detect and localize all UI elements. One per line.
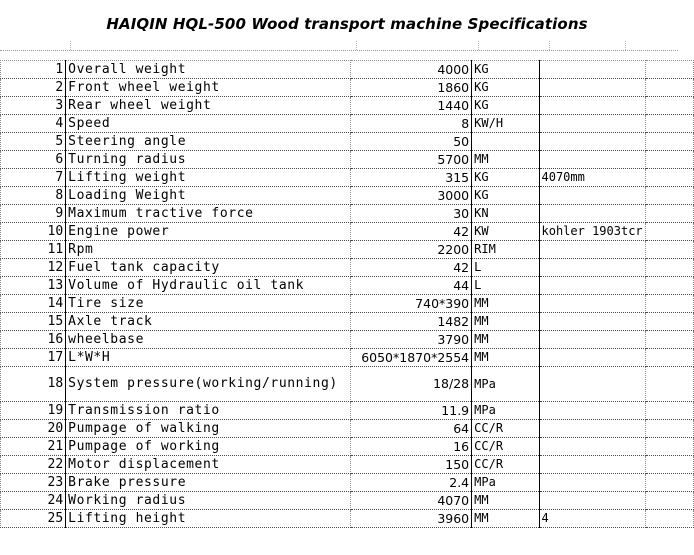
empty-cell[interactable] <box>645 97 693 115</box>
column-stub <box>70 41 71 50</box>
spec-value-cell[interactable]: 3790 <box>351 331 472 349</box>
row-number-cell[interactable]: 13 <box>1 277 66 295</box>
spec-unit-cell[interactable]: MM <box>472 510 539 528</box>
spec-name-cell[interactable]: Lifting weight <box>66 169 351 187</box>
spec-value-cell[interactable]: 740*390 <box>351 295 472 313</box>
table-row[interactable] <box>1 61 694 79</box>
spec-unit-cell[interactable]: MM <box>472 349 539 367</box>
spec-note-cell[interactable] <box>539 115 645 133</box>
table-row[interactable] <box>1 367 694 402</box>
spec-note-cell[interactable]: 4 <box>539 510 645 528</box>
spec-name-cell[interactable]: Front wheel weight <box>66 79 351 97</box>
spec-value-cell[interactable]: 1482 <box>351 313 472 331</box>
row-number-cell[interactable]: 8 <box>1 187 66 205</box>
row-number-cell[interactable]: 9 <box>1 205 66 223</box>
sheet-top-gridline <box>0 50 678 51</box>
empty-cell[interactable] <box>645 187 693 205</box>
spec-name-cell[interactable]: Lifting height <box>66 510 351 528</box>
spec-note-cell[interactable] <box>539 456 645 474</box>
spec-unit-cell[interactable]: L <box>472 277 539 295</box>
empty-cell[interactable] <box>645 133 693 151</box>
spec-unit-cell[interactable]: KG <box>472 97 539 115</box>
spec-unit-cell[interactable]: MM <box>472 151 539 169</box>
spec-unit-cell[interactable]: MPa <box>472 474 539 492</box>
spec-value-cell[interactable]: 18/28 <box>351 367 472 402</box>
spec-name-cell[interactable]: Overall weight <box>66 61 351 79</box>
spec-unit-cell[interactable]: MPa <box>472 367 539 402</box>
spec-name-cell[interactable]: Turning radius <box>66 151 351 169</box>
spec-value-cell[interactable]: 44 <box>351 277 472 295</box>
spec-note-cell[interactable] <box>539 438 645 456</box>
spec-name-cell[interactable]: wheelbase <box>66 331 351 349</box>
spec-name-cell[interactable]: Motor displacement <box>66 456 351 474</box>
empty-cell[interactable] <box>645 241 693 259</box>
row-number-cell[interactable]: 17 <box>1 349 66 367</box>
row-number-cell[interactable]: 16 <box>1 331 66 349</box>
spec-note-cell[interactable] <box>539 402 645 420</box>
spec-note-cell[interactable]: 4070mm <box>539 169 645 187</box>
empty-cell[interactable] <box>645 456 693 474</box>
table-row[interactable] <box>1 187 694 205</box>
table-row[interactable] <box>1 97 694 115</box>
column-stub <box>549 41 550 50</box>
row-number-cell[interactable]: 4 <box>1 115 66 133</box>
table-row[interactable] <box>1 205 694 223</box>
spec-name-cell[interactable]: Brake pressure <box>66 474 351 492</box>
row-number-cell[interactable]: 24 <box>1 492 66 510</box>
table-row[interactable] <box>1 115 694 133</box>
empty-cell[interactable] <box>645 151 693 169</box>
empty-cell[interactable] <box>645 349 693 367</box>
spec-unit-cell[interactable]: RIM <box>472 241 539 259</box>
spec-note-cell[interactable] <box>539 151 645 169</box>
table-row[interactable] <box>1 510 694 528</box>
spec-name-cell[interactable]: Steering angle <box>66 133 351 151</box>
spec-name-cell[interactable]: Transmission ratio <box>66 402 351 420</box>
table-row[interactable] <box>1 241 694 259</box>
row-number-cell[interactable]: 21 <box>1 438 66 456</box>
spec-unit-cell[interactable]: MM <box>472 492 539 510</box>
empty-cell[interactable] <box>645 492 693 510</box>
spec-value-cell[interactable]: 64 <box>351 420 472 438</box>
row-number-cell[interactable]: 20 <box>1 420 66 438</box>
spec-note-cell[interactable] <box>539 97 645 115</box>
spec-unit-cell[interactable]: KW/H <box>472 115 539 133</box>
spec-name-cell[interactable]: Fuel tank capacity <box>66 259 351 277</box>
row-number-cell[interactable]: 5 <box>1 133 66 151</box>
row-number-cell[interactable]: 22 <box>1 456 66 474</box>
spec-name-cell[interactable]: Volume of Hydraulic oil tank <box>66 277 351 295</box>
empty-cell[interactable] <box>645 169 693 187</box>
spec-note-cell[interactable] <box>539 367 645 402</box>
spec-name-cell[interactable]: Pumpage of walking <box>66 420 351 438</box>
row-number-cell[interactable]: 15 <box>1 313 66 331</box>
spec-value-cell[interactable]: 150 <box>351 456 472 474</box>
spec-table <box>0 60 694 528</box>
row-number-cell[interactable]: 7 <box>1 169 66 187</box>
table-row[interactable] <box>1 277 694 295</box>
spec-unit-cell[interactable]: KN <box>472 205 539 223</box>
spec-unit-cell[interactable]: L <box>472 259 539 277</box>
empty-cell[interactable] <box>645 277 693 295</box>
spec-value-cell[interactable]: 4070 <box>351 492 472 510</box>
spec-value-cell[interactable]: 16 <box>351 438 472 456</box>
spec-value-cell[interactable]: 2200 <box>351 241 472 259</box>
spec-value-cell[interactable]: 3000 <box>351 187 472 205</box>
table-row[interactable] <box>1 456 694 474</box>
spec-unit-cell[interactable]: KG <box>472 61 539 79</box>
spec-name-cell[interactable]: Axle track <box>66 313 351 331</box>
spec-table-body <box>1 61 694 528</box>
spec-value-cell[interactable]: 11.9 <box>351 402 472 420</box>
spec-note-cell[interactable] <box>539 241 645 259</box>
table-row[interactable] <box>1 223 694 241</box>
column-stub <box>356 41 357 50</box>
spec-name-cell[interactable]: Tire size <box>66 295 351 313</box>
spec-unit-cell[interactable]: MM <box>472 313 539 331</box>
spec-value-cell[interactable]: 42 <box>351 259 472 277</box>
empty-cell[interactable] <box>645 223 693 241</box>
spec-unit-cell[interactable]: CC/R <box>472 456 539 474</box>
table-row[interactable] <box>1 420 694 438</box>
row-number-cell[interactable]: 6 <box>1 151 66 169</box>
spec-name-cell[interactable]: Working radius <box>66 492 351 510</box>
spec-name-cell[interactable]: L*W*H <box>66 349 351 367</box>
spec-unit-cell[interactable]: KG <box>472 169 539 187</box>
empty-cell[interactable] <box>645 420 693 438</box>
spec-note-cell[interactable] <box>539 79 645 97</box>
spec-unit-cell[interactable]: CC/R <box>472 438 539 456</box>
spec-unit-cell[interactable]: CC/R <box>472 420 539 438</box>
empty-cell[interactable] <box>645 295 693 313</box>
spec-value-cell[interactable]: 4000 <box>351 61 472 79</box>
table-row[interactable] <box>1 79 694 97</box>
table-row[interactable] <box>1 474 694 492</box>
spec-note-cell[interactable] <box>539 295 645 313</box>
table-row[interactable] <box>1 349 694 367</box>
spec-value-cell[interactable]: 1440 <box>351 97 472 115</box>
table-row[interactable] <box>1 295 694 313</box>
empty-cell[interactable] <box>645 259 693 277</box>
spec-note-cell[interactable] <box>539 349 645 367</box>
table-row[interactable] <box>1 259 694 277</box>
spec-note-cell[interactable] <box>539 187 645 205</box>
table-row[interactable] <box>1 331 694 349</box>
empty-cell[interactable] <box>645 205 693 223</box>
row-number-cell[interactable]: 25 <box>1 510 66 528</box>
spec-value-cell[interactable]: 5700 <box>351 151 472 169</box>
spec-unit-cell[interactable]: MM <box>472 331 539 349</box>
column-stub <box>625 41 626 50</box>
row-number-cell[interactable]: 11 <box>1 241 66 259</box>
table-row[interactable] <box>1 151 694 169</box>
row-number-cell[interactable]: 19 <box>1 402 66 420</box>
spec-note-cell[interactable] <box>539 259 645 277</box>
spec-value-cell[interactable]: 8 <box>351 115 472 133</box>
spec-name-cell[interactable]: Rear wheel weight <box>66 97 351 115</box>
row-number-cell[interactable]: 3 <box>1 97 66 115</box>
row-number-cell[interactable]: 18 <box>1 367 66 402</box>
spec-value-cell[interactable]: 42 <box>351 223 472 241</box>
spec-unit-cell[interactable]: KG <box>472 187 539 205</box>
row-number-cell[interactable]: 2 <box>1 79 66 97</box>
empty-cell[interactable] <box>645 438 693 456</box>
spec-name-cell[interactable]: Engine power <box>66 223 351 241</box>
spec-name-cell[interactable]: Loading Weight <box>66 187 351 205</box>
spec-note-cell[interactable] <box>539 474 645 492</box>
spec-value-cell[interactable]: 30 <box>351 205 472 223</box>
table-row[interactable] <box>1 402 694 420</box>
spec-name-cell[interactable]: Pumpage of working <box>66 438 351 456</box>
empty-cell[interactable] <box>645 474 693 492</box>
spec-unit-cell[interactable]: MPa <box>472 402 539 420</box>
row-number-cell[interactable]: 23 <box>1 474 66 492</box>
row-number-cell[interactable]: 14 <box>1 295 66 313</box>
row-number-cell[interactable]: 1 <box>1 61 66 79</box>
row-number-cell[interactable]: 12 <box>1 259 66 277</box>
spec-note-cell[interactable] <box>539 61 645 79</box>
spec-note-cell[interactable] <box>539 331 645 349</box>
empty-cell[interactable] <box>645 61 693 79</box>
column-stub <box>478 41 479 50</box>
spec-value-cell[interactable]: 3960 <box>351 510 472 528</box>
spec-unit-cell[interactable] <box>472 133 539 151</box>
spec-note-cell[interactable] <box>539 420 645 438</box>
empty-cell[interactable] <box>645 510 693 528</box>
spec-note-cell[interactable] <box>539 492 645 510</box>
spec-note-cell[interactable] <box>539 277 645 295</box>
spec-note-cell[interactable] <box>539 133 645 151</box>
spec-unit-cell[interactable]: KG <box>472 79 539 97</box>
spec-note-cell[interactable]: kohler 1903tcr <box>539 223 645 241</box>
empty-cell[interactable] <box>645 402 693 420</box>
spec-value-cell[interactable]: 6050*1870*2554 <box>351 349 472 367</box>
table-row[interactable] <box>1 492 694 510</box>
spec-name-cell[interactable]: Rpm <box>66 241 351 259</box>
spec-name-cell[interactable]: Speed <box>66 115 351 133</box>
spec-unit-cell[interactable]: MM <box>472 295 539 313</box>
empty-cell[interactable] <box>645 115 693 133</box>
empty-cell[interactable] <box>645 367 693 402</box>
spec-unit-cell[interactable]: KW <box>472 223 539 241</box>
spec-value-cell[interactable]: 50 <box>351 133 472 151</box>
row-number-cell[interactable]: 10 <box>1 223 66 241</box>
table-row[interactable] <box>1 133 694 151</box>
spec-value-cell[interactable]: 2.4 <box>351 474 472 492</box>
empty-cell[interactable] <box>645 313 693 331</box>
table-row[interactable] <box>1 438 694 456</box>
table-row[interactable] <box>1 169 694 187</box>
spec-value-cell[interactable]: 1860 <box>351 79 472 97</box>
spec-value-cell[interactable]: 315 <box>351 169 472 187</box>
table-row[interactable] <box>1 313 694 331</box>
spec-name-cell[interactable]: System pressure(working/running) <box>66 367 351 402</box>
spec-note-cell[interactable] <box>539 205 645 223</box>
document-title: HAIQIN HQL-500 Wood transport machine Specifications <box>106 15 588 33</box>
empty-cell[interactable] <box>645 79 693 97</box>
empty-cell[interactable] <box>645 331 693 349</box>
spec-name-cell[interactable]: Maximum tractive force <box>66 205 351 223</box>
spec-note-cell[interactable] <box>539 313 645 331</box>
